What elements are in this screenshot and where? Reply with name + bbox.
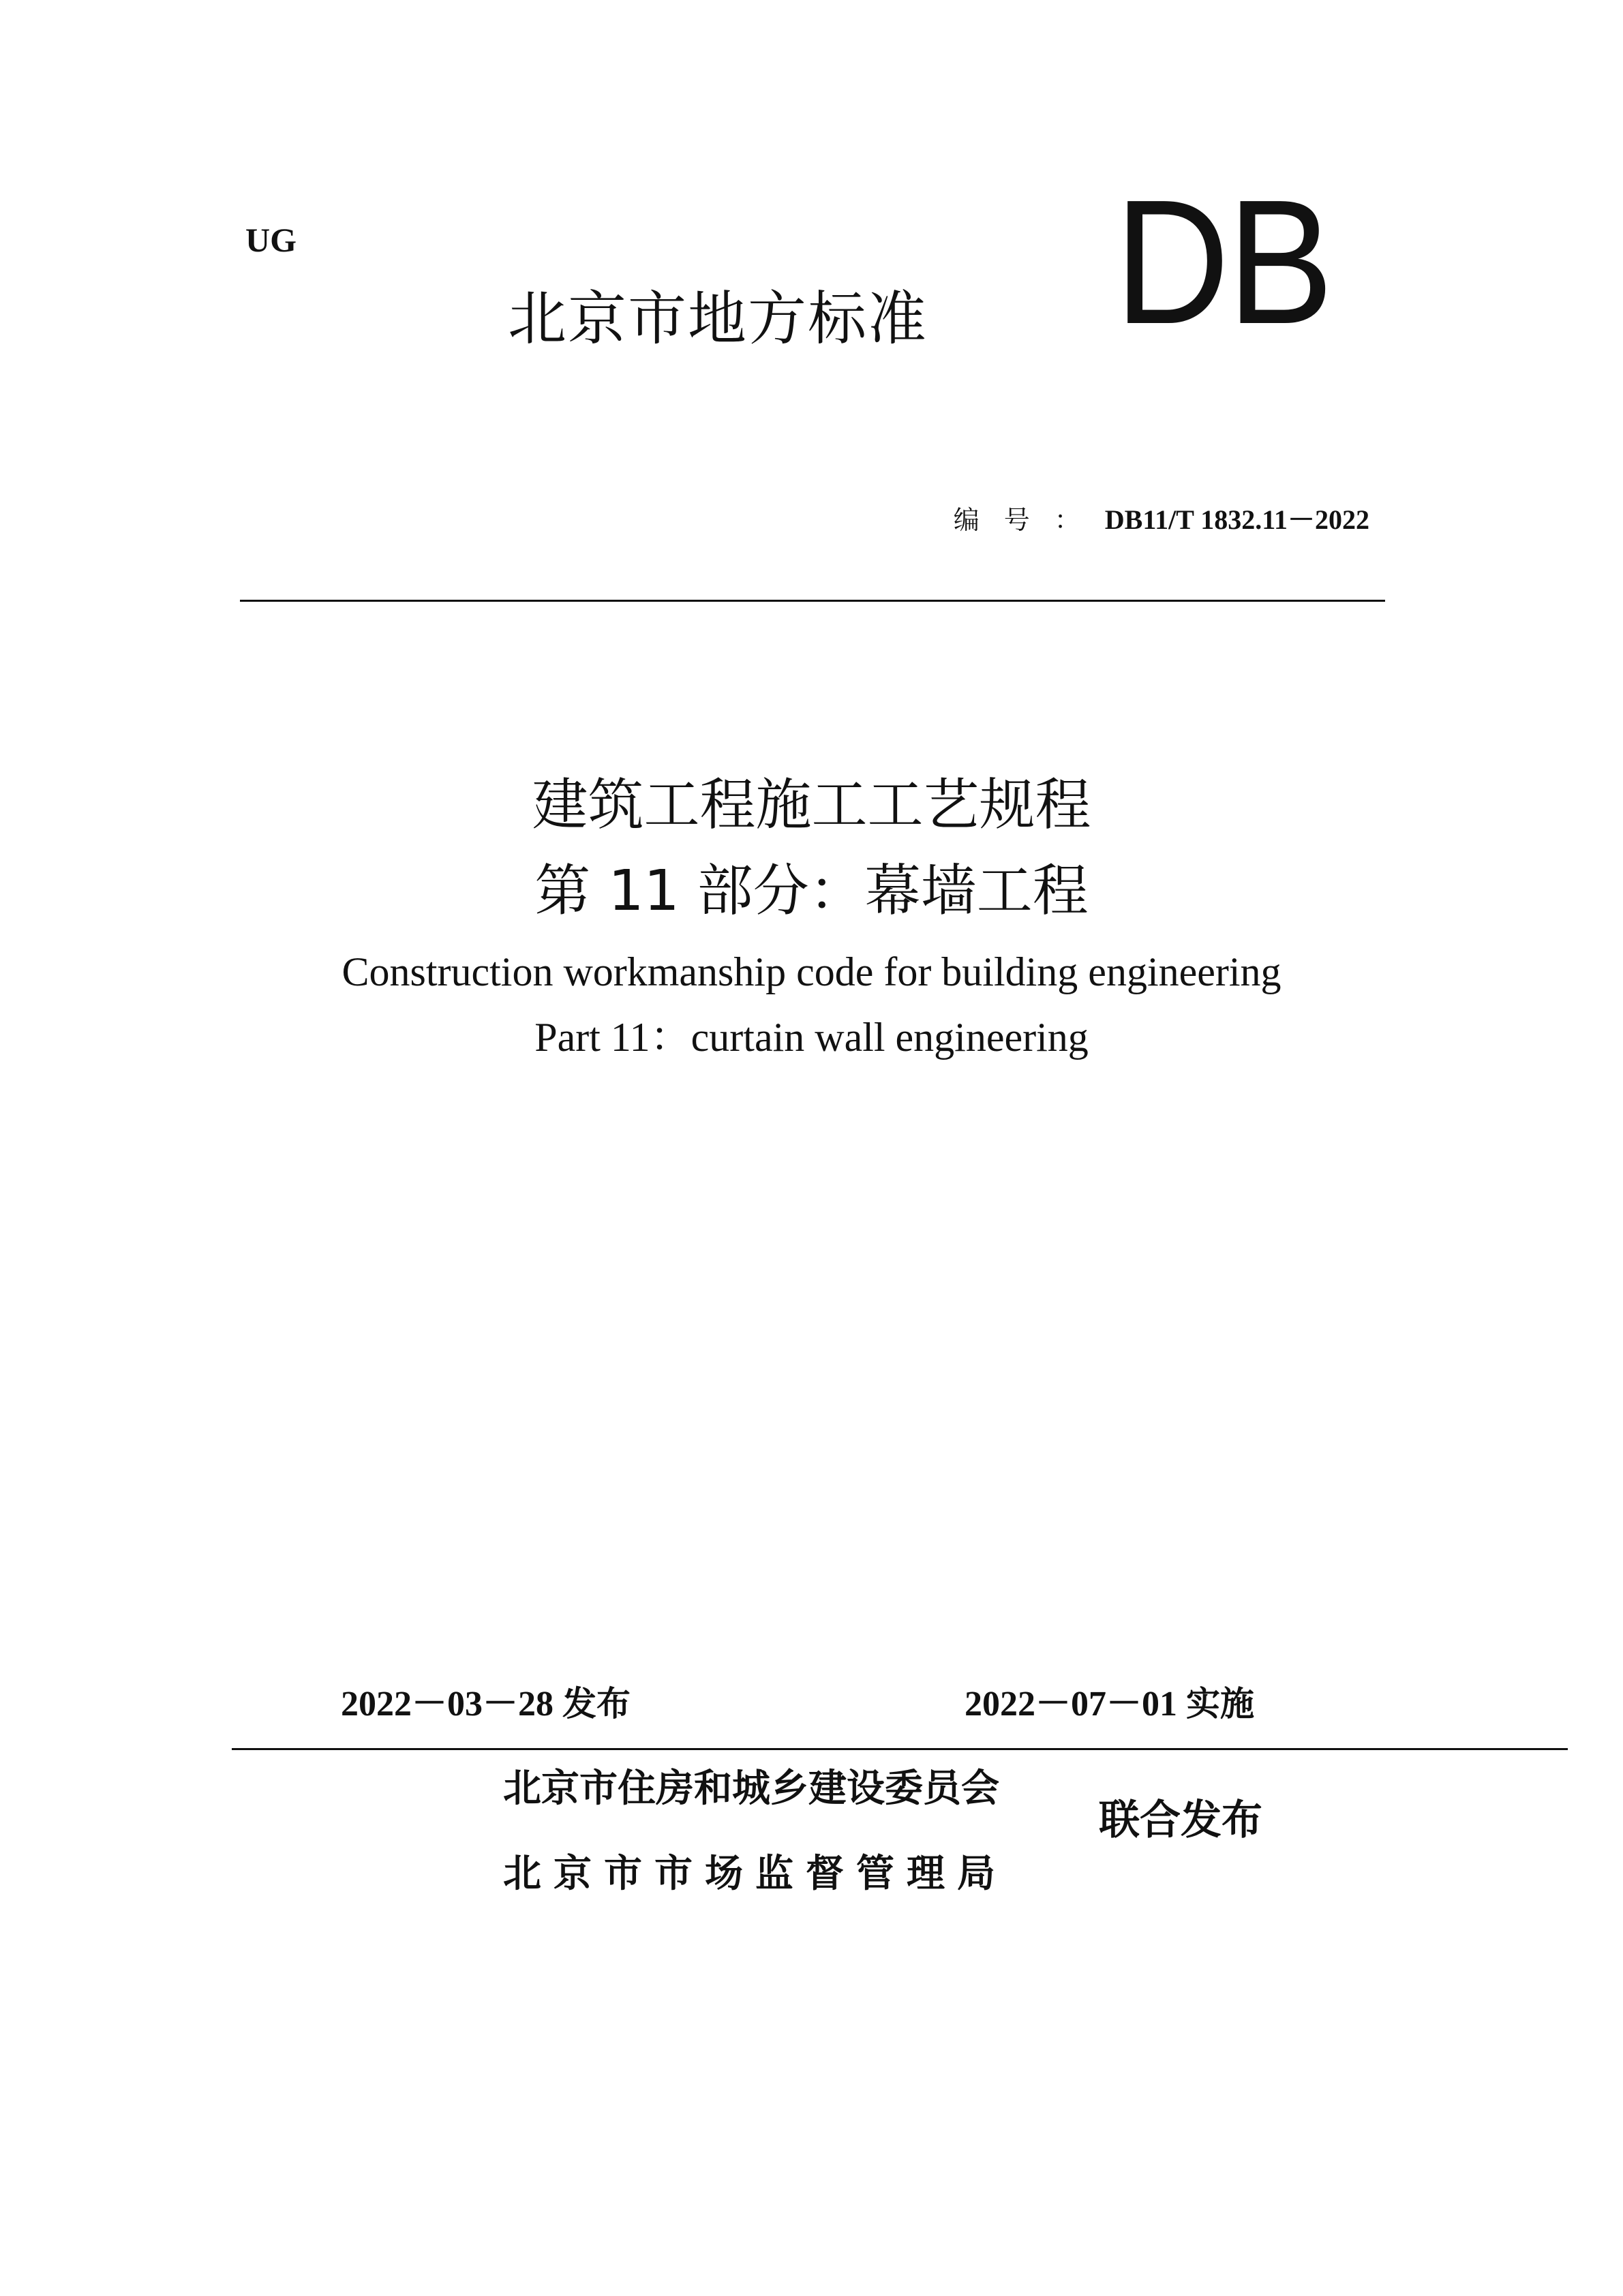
issue-label: 发布 [562, 1684, 631, 1724]
implement-date-value: 2022－07－01 [965, 1685, 1178, 1724]
issuer-housing-commission: 北京市住房和城乡建设委员会 [503, 1766, 999, 1811]
footer-divider [232, 1748, 1568, 1750]
title-cn-line1: 建筑工程施工工艺规程 [532, 773, 1091, 838]
implement-label: 实施 [1186, 1684, 1255, 1724]
issue-date-value: 2022－03－28 [341, 1685, 554, 1724]
issuer-market-regulation: 北京市市场监督管理局 [503, 1852, 1007, 1896]
joint-issue-label: 联合发布 [1099, 1796, 1262, 1844]
title-en-line1: Construction workmanship code for building engineering [342, 949, 1281, 994]
standard-type: 北京市地方标准 [508, 285, 928, 353]
ug-code: UG [245, 221, 297, 259]
db-mark: DB [1114, 164, 1331, 361]
issue-date [341, 1682, 631, 1726]
standard-number-label: 编号： [953, 505, 1105, 535]
header-divider [240, 600, 1385, 602]
implement-date [965, 1682, 1254, 1726]
standard-number [954, 503, 1369, 537]
title-cn-line2: 第 11 部分：幕墙工程 [534, 859, 1089, 923]
title-en-line2: Part 11：curtain wall engineering [534, 1015, 1089, 1060]
standard-number-value: DB11/T 1832.11－2022 [1104, 504, 1369, 535]
